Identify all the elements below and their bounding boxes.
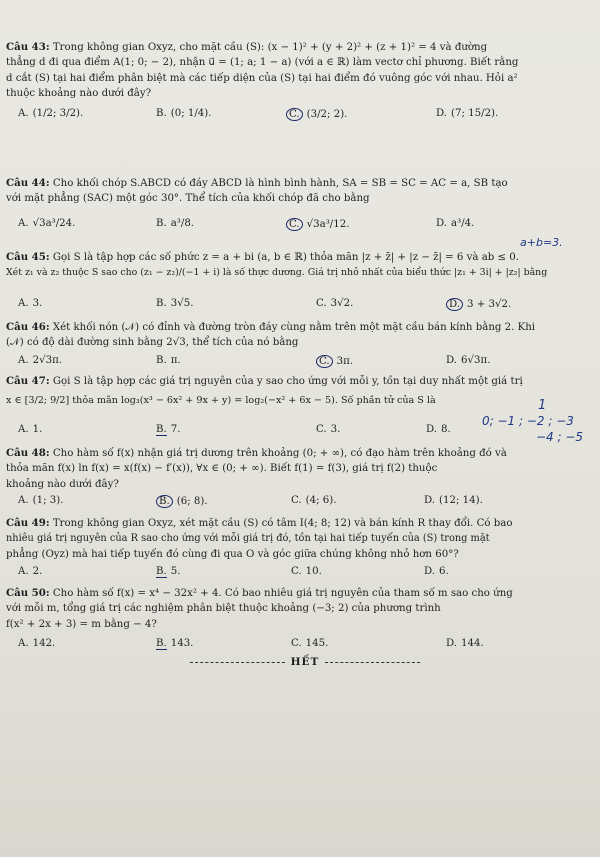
option-c[interactable]: C. (3/2; 2). [286, 108, 347, 121]
end-marker: HẾT [160, 656, 450, 668]
option-b[interactable]: B. a³/8. [156, 218, 195, 229]
option-a[interactable]: A. 3. [18, 298, 43, 309]
option-d[interactable]: D. 3 + 3√2. [446, 298, 511, 311]
handwritten-note: −4 ; −5 [536, 430, 584, 444]
option-c[interactable]: C. 10. [291, 566, 322, 577]
question-47: Câu 47: Gọi S là tập hợp các giá trị nguyên của y sao cho ứng với mỗi y, tồn tại duy nhất một giá trị x ∈ [3/2; 9/2] thỏa mãn log₃(x³ − 6x² + 9x + y) = log₂(−x² + 6x − 5). Số phần tử của S là [6, 375, 523, 407]
question-44: Câu 44: Cho khối chóp S.ABCD có đáy ABCD là hình bình hành, SA = SB = SC = AC = a, SB tạo với mặt phẳng (SAC) một góc 30°. Thể tích của khối chóp đã cho bằng [6, 177, 508, 205]
question-50-options [6, 638, 574, 658]
option-d[interactable]: D. (12; 14). [424, 495, 483, 506]
option-c[interactable]: C. 145. [291, 638, 329, 649]
question-43: Câu 43: Trong không gian Oxyz, cho mặt cầu (S): (x − 1)² + (y + 2)² + (z + 1)² = 4 và đường thẳng d đi qua điểm A(1; 0; − 2), nhận u⃗ = (1; a; 1 − a) (với a ∈ ℝ) làm vectơ chỉ phương. Biết rằng d cắt (S) tại hai điểm phân biệt mà các tiếp diện của (S) tại hai điểm đó vuông góc với nhau. Hỏi a² thuộc khoảng nào dưới đây? [6, 41, 519, 99]
question-45-options [6, 298, 574, 318]
question-45: Câu 45: Gọi S là tập hợp các số phức z = a + bi (a, b ∈ ℝ) thỏa mãn |z + z̄| + |z − z̄| = 6 và ab ≤ 0. Xét z₁ và z₂ thuộc S sao cho (z₁ − z₂)/(−1 + i) là số thực dương. Giá trị nhỏ nhất của biểu thức |z₁ + 3i| + |z₂| bằng [6, 251, 548, 279]
option-d[interactable]: D. a³/4. [436, 218, 475, 229]
question-50: Câu 50: Cho hàm số f(x) = x⁴ − 32x² + 4. Có bao nhiêu giá trị nguyên của tham số m sao cho ứng với mỗi m, tổng giá trị các nghiệm phân biệt thuộc khoảng (−3; 2) của phương trình f(x² + 2x + 3) = m bằng − 4? [6, 587, 513, 630]
option-a[interactable]: A. 2√3π. [18, 355, 62, 366]
option-a[interactable]: A. 2. [18, 566, 43, 577]
question-43-options [6, 108, 574, 128]
question-48-options [6, 495, 574, 515]
question-49-options [6, 566, 574, 586]
question-46-options [6, 355, 574, 375]
option-b[interactable]: B. (6; 8). [156, 495, 208, 508]
option-c[interactable]: C. 3√2. [316, 298, 354, 309]
handwritten-note: a+b=3. [520, 236, 563, 249]
question-49: Câu 49: Trong không gian Oxyz, xét mặt cầu (S) có tâm I(4; 8; 12) và bán kính R thay đổi. Có bao nhiêu giá trị nguyên của R sao cho ứng với mỗi giá trị đó, tồn tại hai tiếp tuyến của (S) trong mặt phẳng (Oyz) mà hai tiếp tuyến đó cùng đi qua O và góc giữa chúng không nhỏ hơn 60°? [6, 517, 513, 560]
option-d[interactable]: D. 144. [446, 638, 484, 649]
option-d[interactable]: D. 8. [426, 424, 451, 435]
question-44-options [6, 218, 574, 238]
handwritten-note: 0; −1 ; −2 ; −3 [482, 414, 574, 428]
option-b[interactable]: B. (0; 1/4). [156, 108, 212, 119]
question-48: Câu 48: Cho hàm số f(x) nhận giá trị dương trên khoảng (0; + ∞), có đạo hàm trên khoảng đó và thỏa mãn f(x) ln f(x) = x(f(x) − f′(x)), ∀x ∈ (0; + ∞). Biết f(1) = f(3), giá trị f(2) thuộc khoảng nào dưới đây? [6, 447, 507, 490]
option-c[interactable]: C. (4; 6). [291, 495, 337, 506]
question-46: Câu 46: Xét khối nón (𝒩) có đỉnh và đường tròn đáy cùng nằm trên một mặt cầu bán kính bằng 2. Khi (𝒩) có độ dài đường sinh bằng 2√3, thể tích của nó bằng [6, 321, 536, 349]
option-a[interactable]: A. (1; 3). [18, 495, 64, 506]
option-b[interactable]: B. 7. [156, 424, 181, 435]
option-a[interactable]: A. 142. [18, 638, 56, 649]
option-b[interactable]: B. 143. [156, 638, 194, 649]
handwritten-note: 1 [538, 398, 547, 413]
option-c[interactable]: C. 3π. [316, 355, 353, 368]
option-d[interactable]: D. 6√3π. [446, 355, 491, 366]
option-b[interactable]: B. 3√5. [156, 298, 194, 309]
option-b[interactable]: B. 5. [156, 566, 181, 577]
option-a[interactable]: A. (1/2; 3/2). [18, 108, 84, 119]
option-c[interactable]: C. √3a³/12. [286, 218, 349, 231]
option-a[interactable]: A. 1. [18, 424, 43, 435]
option-c[interactable]: C. 3. [316, 424, 341, 435]
option-a[interactable]: A. √3a³/24. [18, 218, 76, 229]
option-d[interactable]: D. (7; 15/2). [436, 108, 499, 119]
option-b[interactable]: B. π. [156, 355, 181, 366]
option-d[interactable]: D. 6. [424, 566, 449, 577]
